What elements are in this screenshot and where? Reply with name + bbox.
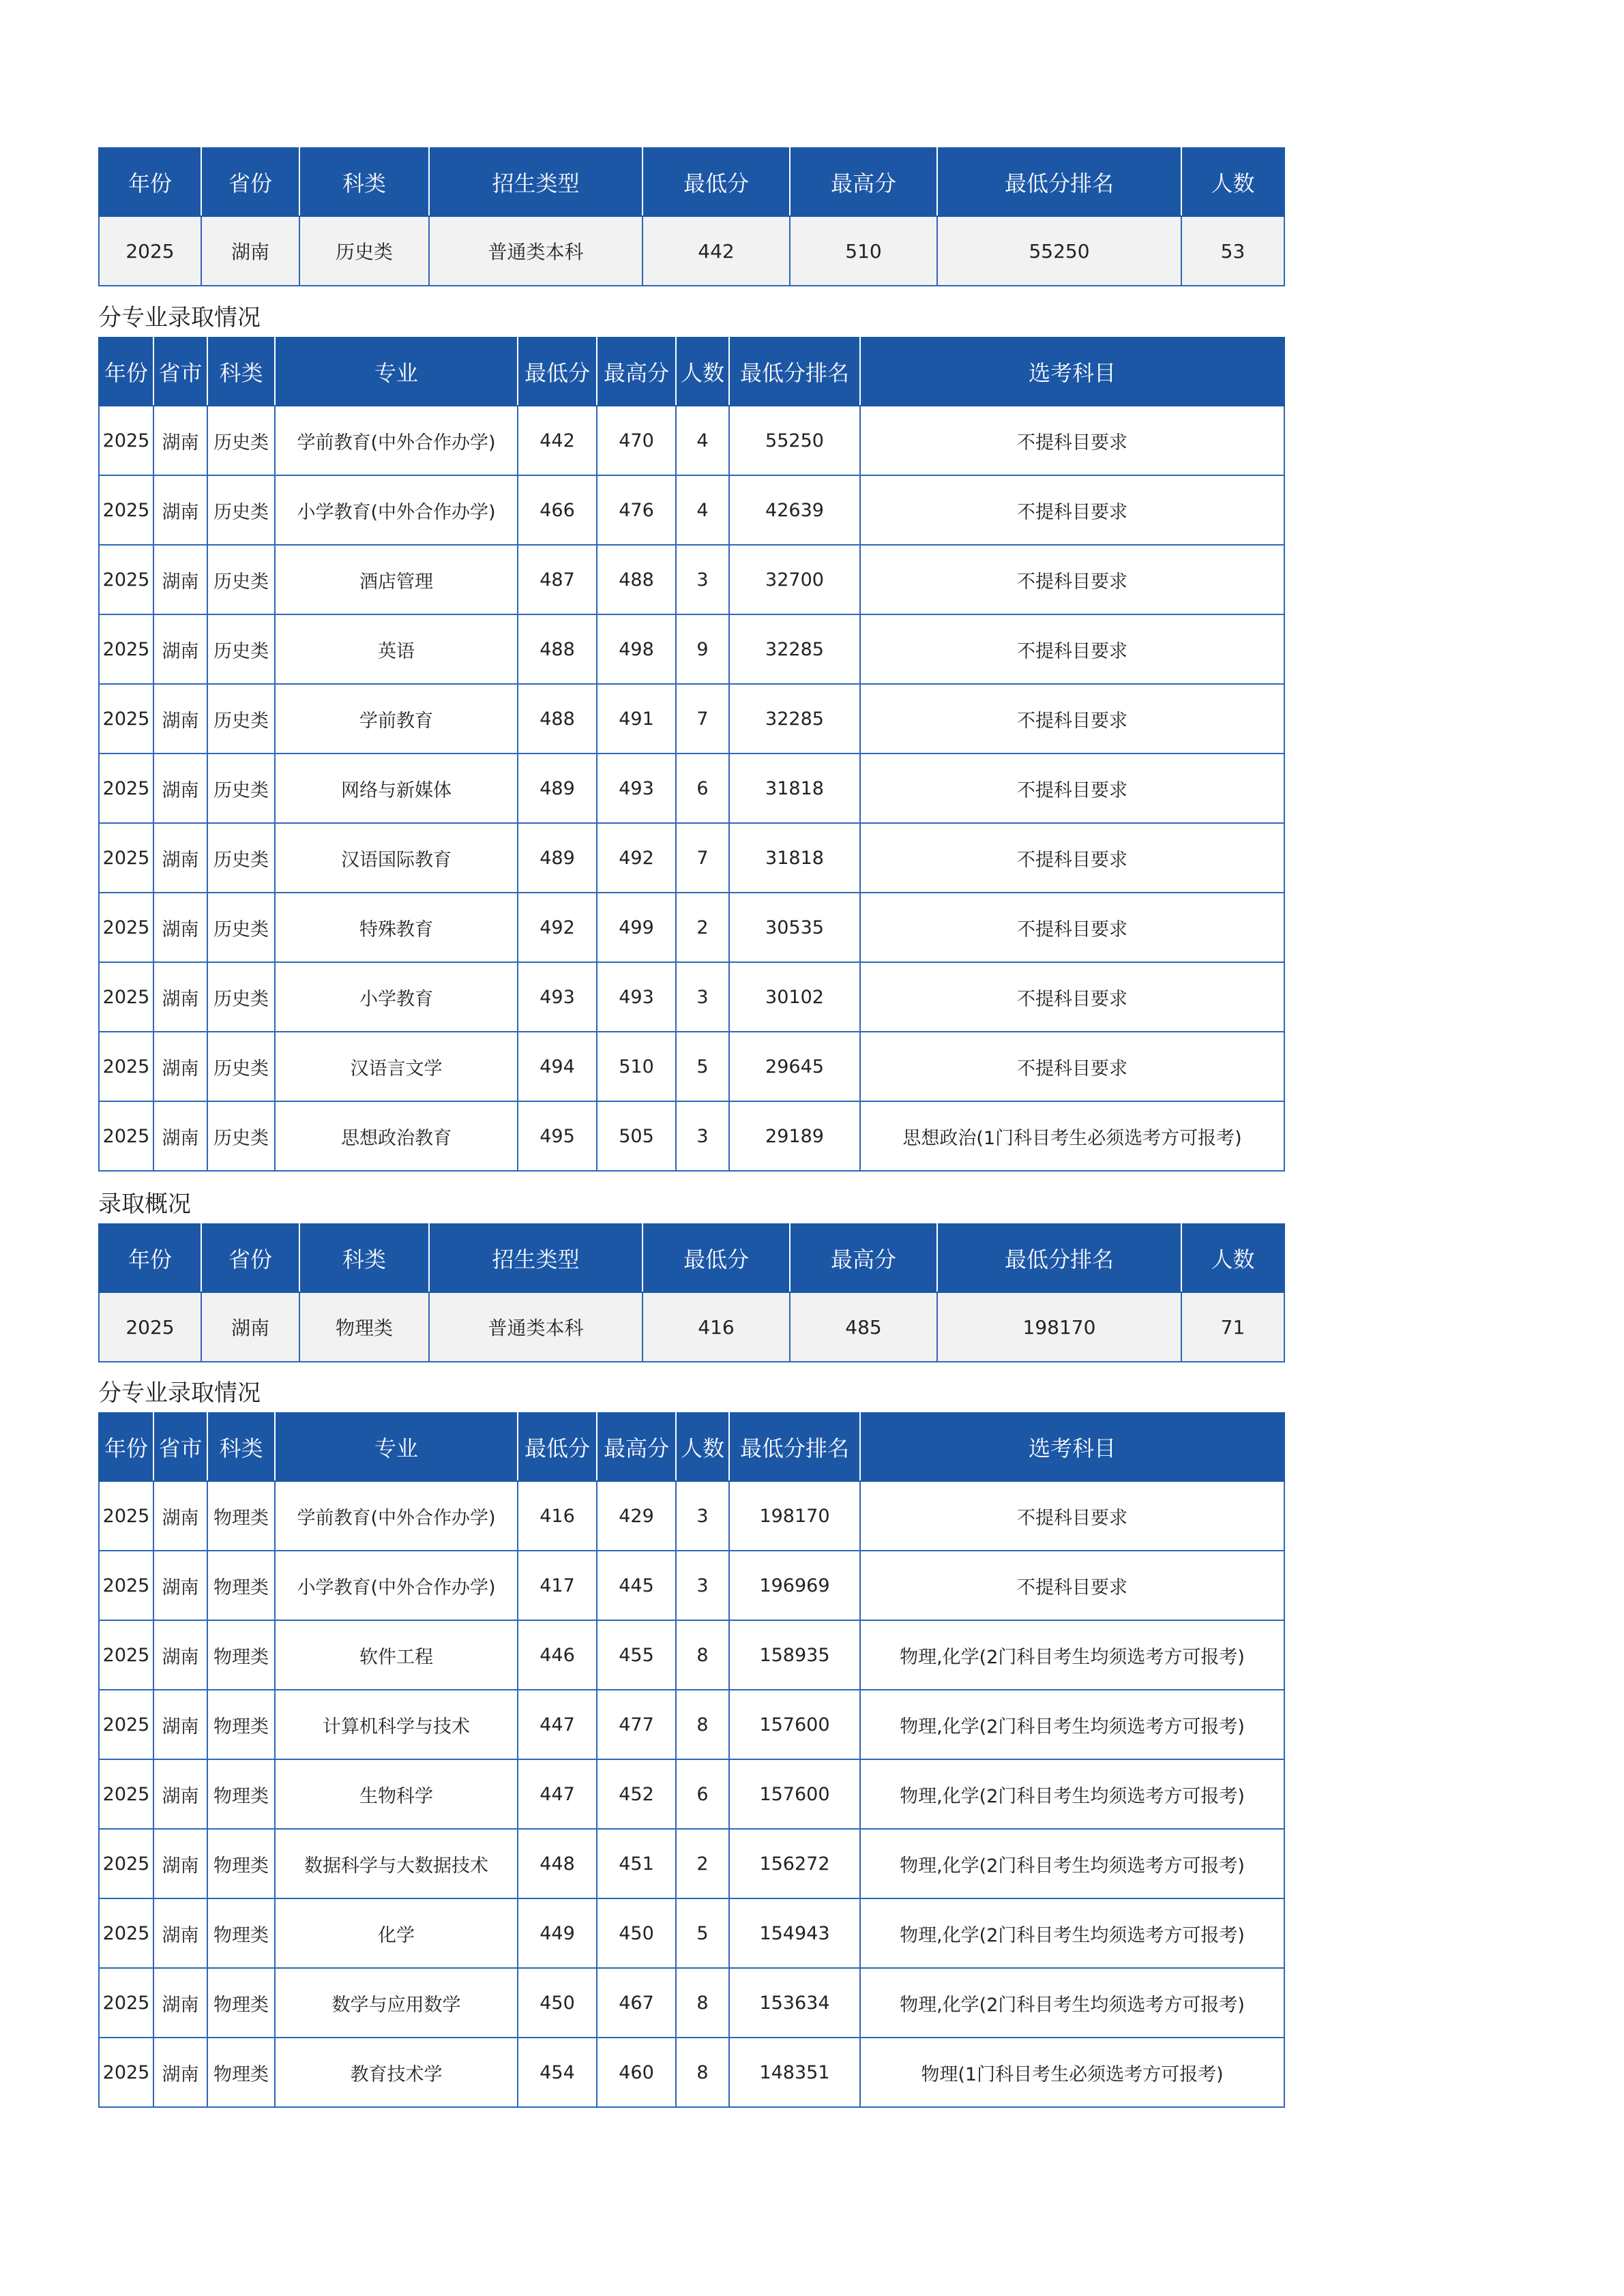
table-cell: 2025	[99, 1620, 153, 1690]
header-cell: 最低分排名	[937, 1224, 1181, 1292]
table-row	[99, 614, 1284, 684]
header-cell: 人数	[676, 1413, 729, 1481]
table-cell: 492	[597, 823, 676, 893]
table-cell: 2025	[99, 823, 153, 893]
table-cell: 489	[518, 754, 597, 823]
table-cell: 不提科目要求	[860, 1551, 1284, 1620]
header-cell: 专业	[275, 1413, 518, 1481]
table-cell: 不提科目要求	[860, 545, 1284, 614]
table-cell: 历史类	[207, 545, 275, 614]
table-cell: 4	[676, 406, 729, 475]
table-cell: 448	[518, 1829, 597, 1898]
table-cell: 71	[1181, 1292, 1284, 1362]
table-cell: 196969	[729, 1551, 860, 1620]
table-cell: 不提科目要求	[860, 406, 1284, 475]
table-cell: 湖南	[153, 1620, 207, 1690]
table-cell: 470	[597, 406, 676, 475]
table-cell: 历史类	[207, 962, 275, 1032]
table-row	[99, 893, 1284, 962]
table-cell: 8	[676, 1968, 729, 2038]
table-cell: 不提科目要求	[860, 684, 1284, 754]
physics-major-table	[98, 1412, 1285, 2108]
table-cell: 447	[518, 1690, 597, 1759]
table-cell: 历史类	[207, 1032, 275, 1101]
table-cell: 湖南	[153, 1898, 207, 1968]
header-cell: 省份	[201, 1224, 299, 1292]
header-cell: 科类	[207, 1413, 275, 1481]
table-cell: 物理,化学(2门科目考生均须选考方可报考)	[860, 1759, 1284, 1829]
table-cell: 物理,化学(2门科目考生均须选考方可报考)	[860, 1968, 1284, 2038]
table-cell: 31818	[729, 823, 860, 893]
table-cell: 2025	[99, 1481, 153, 1551]
table-cell: 不提科目要求	[860, 1481, 1284, 1551]
table-row	[99, 1032, 1284, 1101]
table-cell: 499	[597, 893, 676, 962]
table-cell: 455	[597, 1620, 676, 1690]
table-cell: 442	[643, 216, 790, 286]
table-cell: 物理,化学(2门科目考生均须选考方可报考)	[860, 1829, 1284, 1898]
table-cell: 2025	[99, 545, 153, 614]
header-cell: 年份	[99, 1224, 201, 1292]
table-cell: 32285	[729, 614, 860, 684]
table-cell: 510	[597, 1032, 676, 1101]
table-cell: 2025	[99, 475, 153, 545]
table-cell: 物理类	[207, 1481, 275, 1551]
table-cell: 学前教育	[275, 684, 518, 754]
table-cell: 30535	[729, 893, 860, 962]
table-cell: 29645	[729, 1032, 860, 1101]
table-cell: 154943	[729, 1898, 860, 1968]
table-cell: 湖南	[153, 1481, 207, 1551]
header-cell: 最高分	[790, 148, 937, 216]
table-cell: 2025	[99, 754, 153, 823]
table-cell: 不提科目要求	[860, 614, 1284, 684]
table-cell: 158935	[729, 1620, 860, 1690]
table-cell: 489	[518, 823, 597, 893]
table-cell: 2025	[99, 1101, 153, 1171]
table-cell: 416	[518, 1481, 597, 1551]
table-cell: 物理,化学(2门科目考生均须选考方可报考)	[860, 1898, 1284, 1968]
table-cell: 湖南	[153, 823, 207, 893]
header-cell: 省市	[153, 338, 207, 406]
table-cell: 物理类	[207, 1759, 275, 1829]
table-cell: 湖南	[153, 545, 207, 614]
table-cell: 小学教育	[275, 962, 518, 1032]
table-cell: 历史类	[207, 406, 275, 475]
table-header-row	[99, 338, 1284, 406]
table-cell: 普通类本科	[429, 216, 643, 286]
header-cell: 科类	[299, 148, 429, 216]
table-cell: 湖南	[153, 1101, 207, 1171]
table-row	[99, 2038, 1284, 2107]
table-row	[99, 475, 1284, 545]
table-row	[99, 1968, 1284, 2038]
header-cell: 最低分排名	[729, 1413, 860, 1481]
table-cell: 不提科目要求	[860, 962, 1284, 1032]
table-cell: 物理类	[207, 1968, 275, 2038]
header-cell: 招生类型	[429, 1224, 643, 1292]
table-cell: 计算机科学与技术	[275, 1690, 518, 1759]
table-cell: 不提科目要求	[860, 823, 1284, 893]
table-cell: 湖南	[201, 1292, 299, 1362]
table-cell: 物理类	[207, 1898, 275, 1968]
table-cell: 5	[676, 1032, 729, 1101]
table-cell: 湖南	[153, 893, 207, 962]
table-cell: 2025	[99, 216, 201, 286]
table-row	[99, 1898, 1284, 1968]
table-cell: 488	[518, 614, 597, 684]
table-cell: 湖南	[153, 684, 207, 754]
header-cell: 最高分	[790, 1224, 937, 1292]
table-cell: 505	[597, 1101, 676, 1171]
table-row	[99, 216, 1284, 286]
table-cell: 学前教育(中外合作办学)	[275, 1481, 518, 1551]
header-cell: 年份	[99, 148, 201, 216]
table-cell: 2025	[99, 1292, 201, 1362]
header-cell: 科类	[299, 1224, 429, 1292]
table-row	[99, 754, 1284, 823]
table-cell: 3	[676, 1101, 729, 1171]
table-cell: 460	[597, 2038, 676, 2107]
table-cell: 6	[676, 754, 729, 823]
header-cell: 年份	[99, 1413, 153, 1481]
table-cell: 8	[676, 2038, 729, 2107]
table-row	[99, 1620, 1284, 1690]
table-cell: 498	[597, 614, 676, 684]
header-cell: 年份	[99, 338, 153, 406]
header-cell: 最高分	[597, 338, 676, 406]
table-cell: 物理类	[207, 1829, 275, 1898]
table-cell: 429	[597, 1481, 676, 1551]
table-cell: 物理类	[299, 1292, 429, 1362]
table-cell: 493	[518, 962, 597, 1032]
table-row	[99, 1101, 1284, 1171]
physics-summary-table	[98, 1223, 1285, 1362]
table-cell: 3	[676, 962, 729, 1032]
table-cell: 416	[643, 1292, 790, 1362]
table-cell: 3	[676, 545, 729, 614]
table-cell: 2	[676, 1829, 729, 1898]
table-header-row	[99, 1224, 1284, 1292]
header-cell: 最低分排名	[729, 338, 860, 406]
table-cell: 网络与新媒体	[275, 754, 518, 823]
table-cell: 湖南	[201, 216, 299, 286]
table-cell: 32285	[729, 684, 860, 754]
table-cell: 物理,化学(2门科目考生均须选考方可报考)	[860, 1620, 1284, 1690]
table-cell: 445	[597, 1551, 676, 1620]
table-cell: 2025	[99, 614, 153, 684]
table-cell: 493	[597, 962, 676, 1032]
table-cell: 495	[518, 1101, 597, 1171]
table-cell: 2025	[99, 684, 153, 754]
section-title: 录取概况	[98, 1191, 191, 1218]
table-header-row	[99, 1413, 1284, 1481]
table-row	[99, 1829, 1284, 1898]
table-cell: 历史类	[207, 684, 275, 754]
header-cell: 省市	[153, 1413, 207, 1481]
table-cell: 湖南	[153, 962, 207, 1032]
header-cell: 招生类型	[429, 148, 643, 216]
table-cell: 491	[597, 684, 676, 754]
header-cell: 人数	[1181, 1224, 1284, 1292]
table-cell: 510	[790, 216, 937, 286]
header-cell: 选考科目	[860, 338, 1284, 406]
table-cell: 451	[597, 1829, 676, 1898]
table-cell: 157600	[729, 1690, 860, 1759]
table-cell: 湖南	[153, 1829, 207, 1898]
table-cell: 酒店管理	[275, 545, 518, 614]
table-cell: 9	[676, 614, 729, 684]
table-body	[99, 406, 1284, 1171]
table-cell: 湖南	[153, 1690, 207, 1759]
table-row	[99, 684, 1284, 754]
table-cell: 数据科学与大数据技术	[275, 1829, 518, 1898]
table-cell: 2025	[99, 962, 153, 1032]
table-cell: 488	[518, 684, 597, 754]
table-cell: 6	[676, 1759, 729, 1829]
table-cell: 476	[597, 475, 676, 545]
header-cell: 专业	[275, 338, 518, 406]
table-cell: 488	[597, 545, 676, 614]
table-cell: 教育技术学	[275, 2038, 518, 2107]
table-cell: 2025	[99, 893, 153, 962]
table-cell: 历史类	[207, 754, 275, 823]
table-row	[99, 1292, 1284, 1362]
table-cell: 5	[676, 1898, 729, 1968]
table-cell: 湖南	[153, 1551, 207, 1620]
table-cell: 物理(1门科目考生必须选考方可报考)	[860, 2038, 1284, 2107]
table-cell: 7	[676, 823, 729, 893]
table-header-row	[99, 148, 1284, 216]
table-cell: 3	[676, 1551, 729, 1620]
history-summary-table	[98, 147, 1285, 286]
table-cell: 汉语言文学	[275, 1032, 518, 1101]
table-cell: 156272	[729, 1829, 860, 1898]
table-cell: 化学	[275, 1898, 518, 1968]
table-cell: 不提科目要求	[860, 1032, 1284, 1101]
header-cell: 省份	[201, 148, 299, 216]
table-cell: 历史类	[207, 893, 275, 962]
table-row	[99, 962, 1284, 1032]
table-cell: 2025	[99, 1968, 153, 2038]
table-row	[99, 406, 1284, 475]
table-cell: 湖南	[153, 406, 207, 475]
table-cell: 449	[518, 1898, 597, 1968]
table-cell: 30102	[729, 962, 860, 1032]
table-cell: 小学教育(中外合作办学)	[275, 475, 518, 545]
table-cell: 历史类	[207, 475, 275, 545]
table-row	[99, 545, 1284, 614]
table-cell: 学前教育(中外合作办学)	[275, 406, 518, 475]
table-cell: 4	[676, 475, 729, 545]
table-cell: 湖南	[153, 475, 207, 545]
table-cell: 物理类	[207, 1620, 275, 1690]
table-cell: 55250	[729, 406, 860, 475]
table-cell: 物理类	[207, 1551, 275, 1620]
table-cell: 2	[676, 893, 729, 962]
table-cell: 8	[676, 1620, 729, 1690]
table-cell: 思想政治教育	[275, 1101, 518, 1171]
table-cell: 494	[518, 1032, 597, 1101]
table-cell: 55250	[937, 216, 1181, 286]
table-cell: 2025	[99, 1551, 153, 1620]
table-cell: 447	[518, 1759, 597, 1829]
table-cell: 454	[518, 2038, 597, 2107]
header-cell: 最高分	[597, 1413, 676, 1481]
table-cell: 31818	[729, 754, 860, 823]
table-cell: 446	[518, 1620, 597, 1690]
table-cell: 492	[518, 893, 597, 962]
table-cell: 8	[676, 1690, 729, 1759]
table-row	[99, 1481, 1284, 1551]
table-cell: 2025	[99, 406, 153, 475]
table-cell: 466	[518, 475, 597, 545]
history-major-table	[98, 337, 1285, 1172]
table-cell: 湖南	[153, 1759, 207, 1829]
table-cell: 153634	[729, 1968, 860, 2038]
table-row	[99, 823, 1284, 893]
table-cell: 2025	[99, 1898, 153, 1968]
table-cell: 英语	[275, 614, 518, 684]
table-cell: 特殊教育	[275, 893, 518, 962]
table-cell: 湖南	[153, 754, 207, 823]
table-cell: 思想政治(1门科目考生必须选考方可报考)	[860, 1101, 1284, 1171]
table-cell: 数学与应用数学	[275, 1968, 518, 2038]
table-cell: 汉语国际教育	[275, 823, 518, 893]
table-cell: 历史类	[207, 823, 275, 893]
header-cell: 人数	[1181, 148, 1284, 216]
table-cell: 42639	[729, 475, 860, 545]
table-cell: 历史类	[207, 1101, 275, 1171]
table-cell: 32700	[729, 545, 860, 614]
table-cell: 477	[597, 1690, 676, 1759]
table-cell: 487	[518, 545, 597, 614]
header-cell: 最低分排名	[937, 148, 1181, 216]
table-cell: 53	[1181, 216, 1284, 286]
table-cell: 467	[597, 1968, 676, 2038]
table-cell: 2025	[99, 1032, 153, 1101]
header-cell: 最低分	[643, 1224, 790, 1292]
table-cell: 148351	[729, 2038, 860, 2107]
table-cell: 452	[597, 1759, 676, 1829]
table-cell: 2025	[99, 1759, 153, 1829]
table-cell: 450	[597, 1898, 676, 1968]
table-cell: 2025	[99, 2038, 153, 2107]
header-cell: 最低分	[518, 1413, 597, 1481]
table-row	[99, 1759, 1284, 1829]
table-cell: 493	[597, 754, 676, 823]
table-cell: 生物科学	[275, 1759, 518, 1829]
table-cell: 198170	[937, 1292, 1181, 1362]
table-cell: 历史类	[299, 216, 429, 286]
section-title: 分专业录取情况	[98, 1380, 261, 1407]
table-cell: 普通类本科	[429, 1292, 643, 1362]
header-cell: 最低分	[643, 148, 790, 216]
table-cell: 湖南	[153, 614, 207, 684]
table-cell: 442	[518, 406, 597, 475]
table-cell: 不提科目要求	[860, 893, 1284, 962]
table-cell: 软件工程	[275, 1620, 518, 1690]
table-cell: 历史类	[207, 614, 275, 684]
table-cell: 485	[790, 1292, 937, 1362]
table-cell: 物理,化学(2门科目考生均须选考方可报考)	[860, 1690, 1284, 1759]
table-cell: 不提科目要求	[860, 754, 1284, 823]
table-cell: 物理类	[207, 1690, 275, 1759]
header-cell: 选考科目	[860, 1413, 1284, 1481]
table-cell: 物理类	[207, 2038, 275, 2107]
section-title: 分专业录取情况	[98, 304, 261, 331]
header-cell: 最低分	[518, 338, 597, 406]
table-cell: 450	[518, 1968, 597, 2038]
table-cell: 2025	[99, 1829, 153, 1898]
header-cell: 科类	[207, 338, 275, 406]
table-cell: 3	[676, 1481, 729, 1551]
table-cell: 不提科目要求	[860, 475, 1284, 545]
table-body	[99, 1481, 1284, 2107]
table-cell: 417	[518, 1551, 597, 1620]
table-cell: 29189	[729, 1101, 860, 1171]
table-cell: 198170	[729, 1481, 860, 1551]
table-row	[99, 1551, 1284, 1620]
table-row	[99, 1690, 1284, 1759]
table-cell: 湖南	[153, 2038, 207, 2107]
table-cell: 湖南	[153, 1032, 207, 1101]
table-cell: 2025	[99, 1690, 153, 1759]
table-cell: 7	[676, 684, 729, 754]
table-cell: 湖南	[153, 1968, 207, 2038]
header-cell: 人数	[676, 338, 729, 406]
table-cell: 小学教育(中外合作办学)	[275, 1551, 518, 1620]
table-cell: 157600	[729, 1759, 860, 1829]
